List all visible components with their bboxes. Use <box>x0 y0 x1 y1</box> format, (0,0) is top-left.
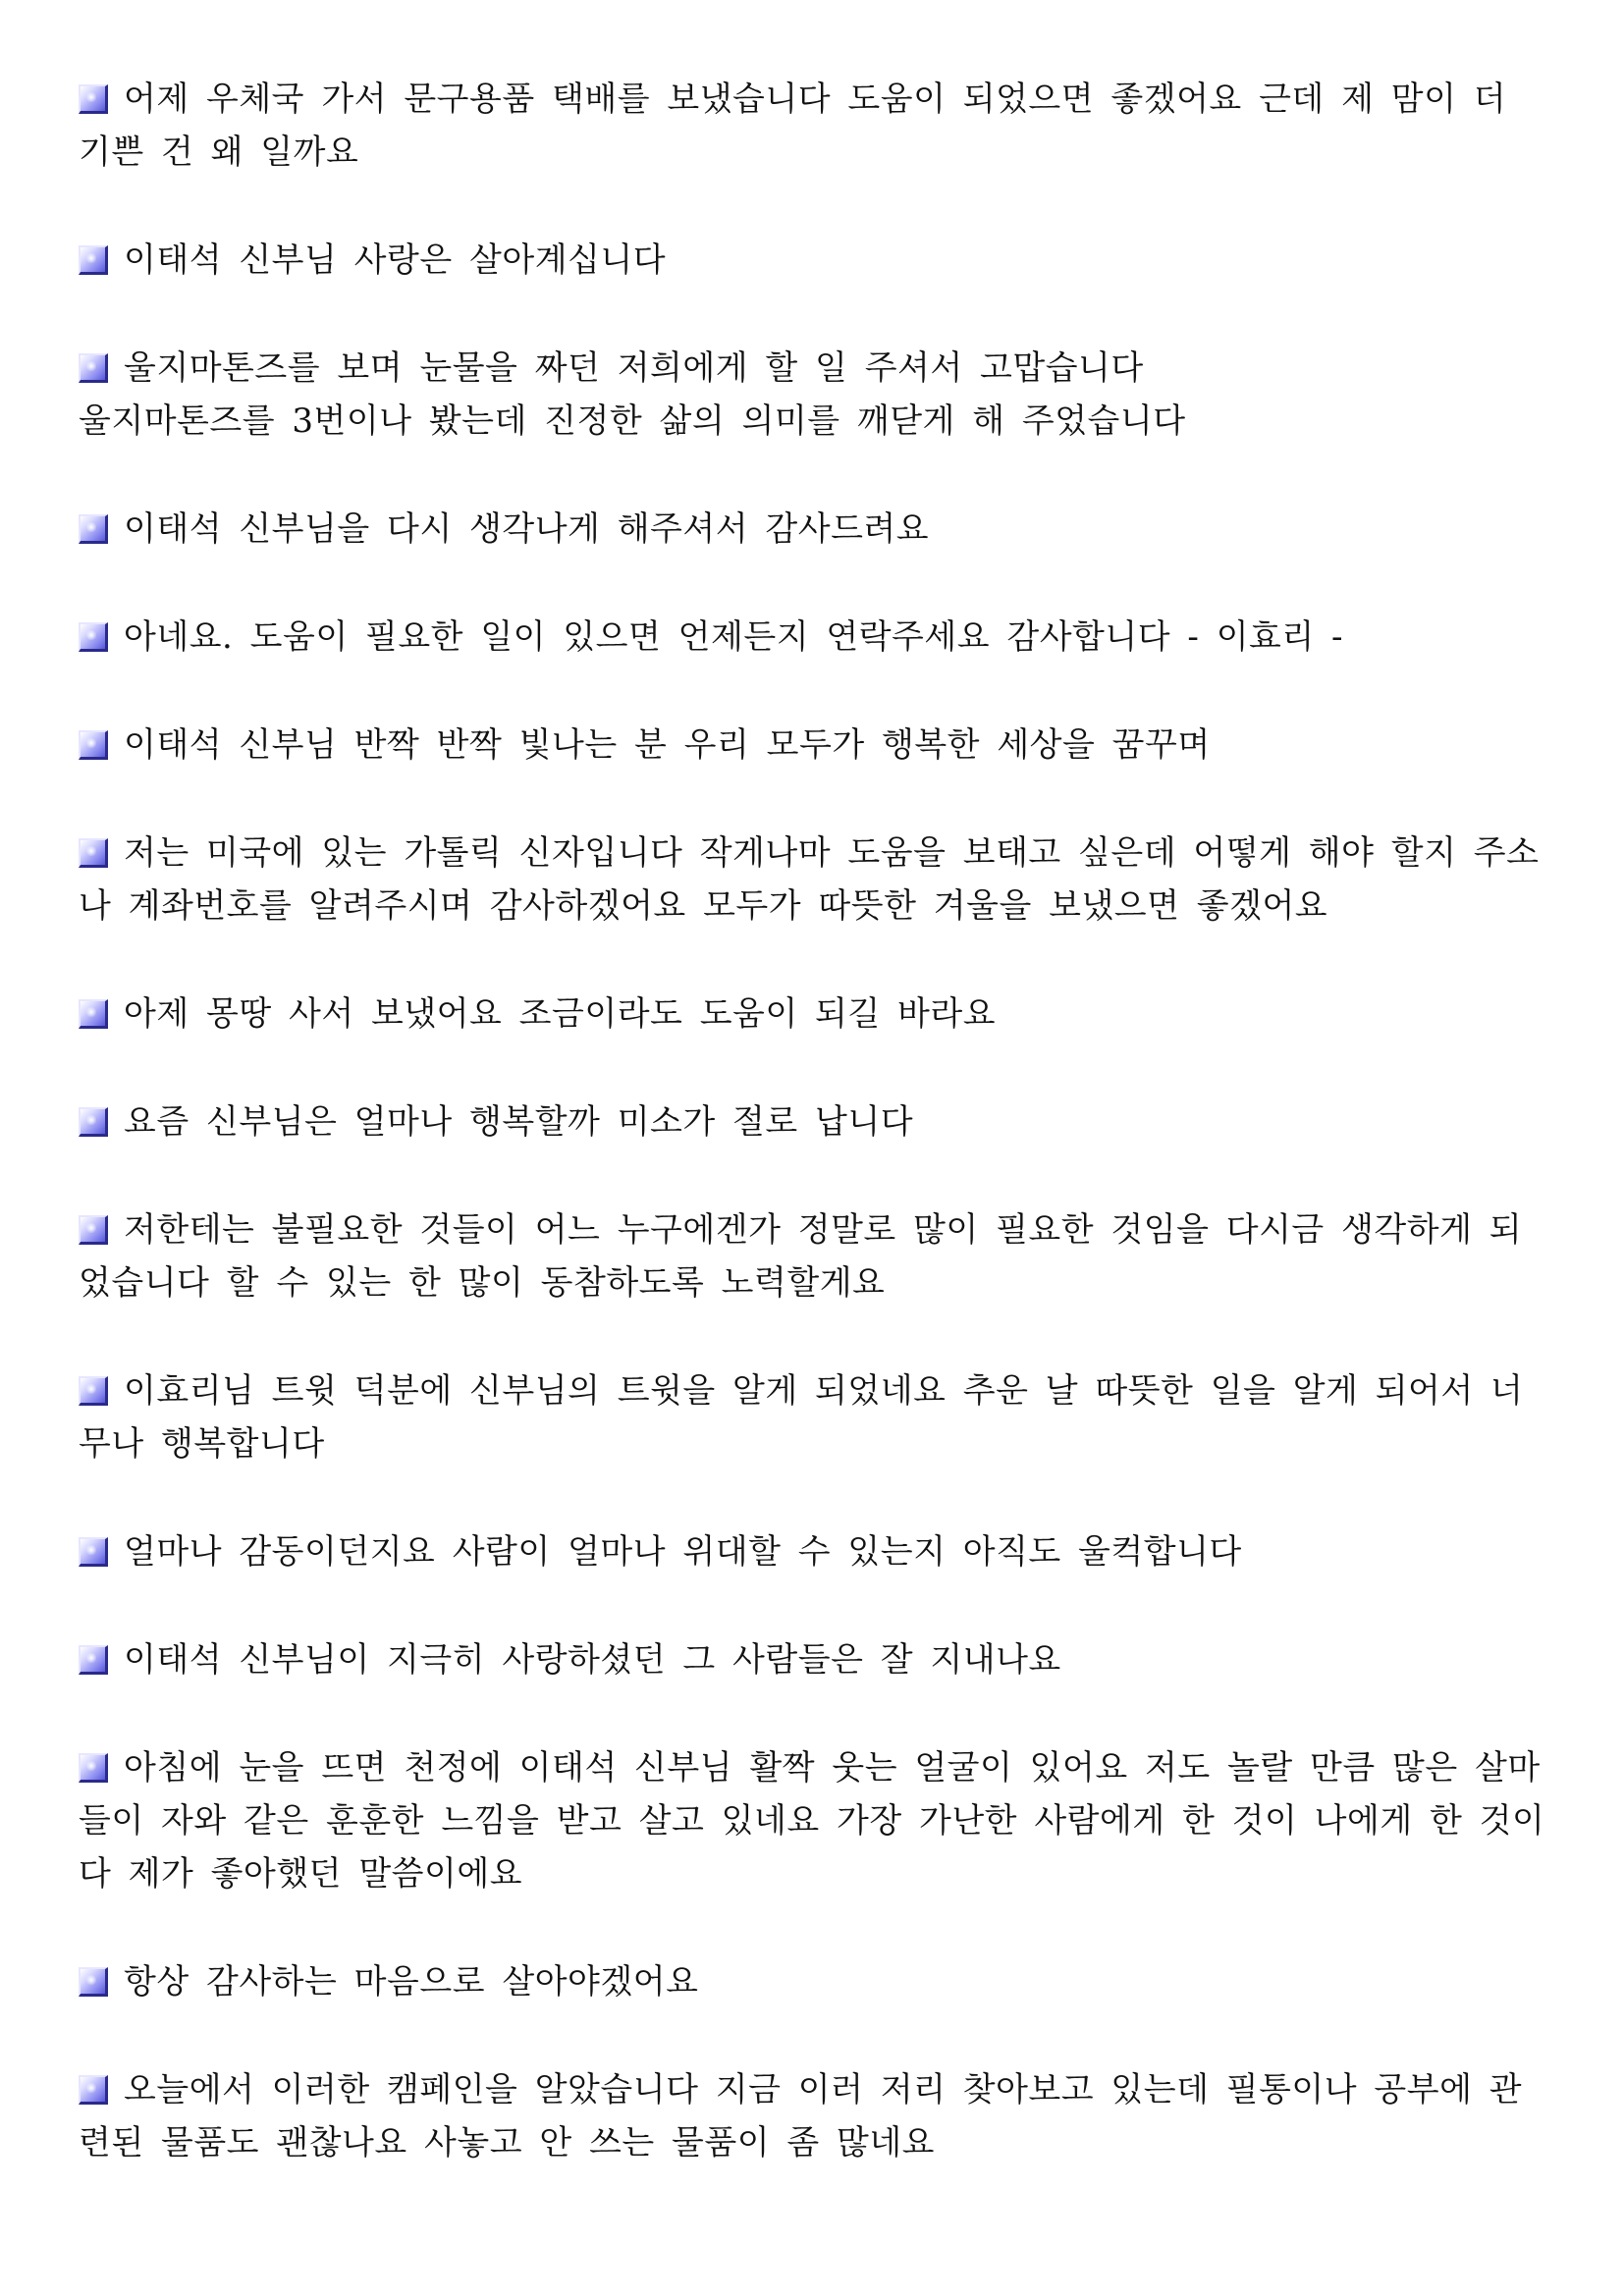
comment-line <box>79 234 1557 287</box>
comment-item <box>79 73 1557 179</box>
square-bullet-icon <box>79 2075 108 2105</box>
square-bullet-icon <box>79 1967 108 1997</box>
comment-text: 이태석 신부님이 지극히 사랑하셨던 그 사람들은 잘 지내나요 <box>124 1640 1061 1680</box>
square-bullet-icon <box>79 1753 108 1783</box>
comment-item <box>79 342 1557 448</box>
comment-line <box>79 73 1557 126</box>
comment-line: 울지마톤즈를 3번이나 봤는데 진정한 삶의 의미를 깨닫게 해 주었습니다 <box>79 401 1186 441</box>
comment-line <box>79 1095 1557 1148</box>
square-bullet-icon <box>79 1107 108 1137</box>
comment-line <box>79 719 1557 772</box>
comment-line: 무나 행복합니다 <box>79 1424 325 1464</box>
comment-item <box>79 1633 1557 1686</box>
comment-item <box>79 2063 1557 2169</box>
square-bullet-icon <box>79 1215 108 1245</box>
comment-item <box>79 827 1557 933</box>
comment-text: 아침에 눈을 뜨면 천정에 이태석 신부님 활짝 웃는 얼굴이 있어요 저도 놀랄 만큼 많은 살마 <box>124 1748 1541 1788</box>
comment-line: 나 계좌번호를 알려주시며 감사하겠어요 모두가 따뜻한 겨울을 보냈으면 좋겠어요 <box>79 886 1328 926</box>
comment-item <box>79 1095 1557 1148</box>
comment-item <box>79 988 1557 1041</box>
comment-text: 항상 감사하는 마음으로 살아야겠어요 <box>124 1962 699 2002</box>
comment-line <box>79 2063 1557 2116</box>
comment-text: 이태석 신부님 사랑은 살아계십니다 <box>124 240 667 280</box>
comment-item <box>79 1741 1557 1900</box>
comment-line <box>79 503 1557 556</box>
comment-text: 아네요. 도움이 필요한 일이 있으면 언제든지 연락주세요 감사합니다 - 이효리 - <box>124 617 1344 657</box>
comment-text: 오늘에서 이러한 캠페인을 알았습니다 지금 이러 저리 찾아보고 있는데 필통이나 공부에 관 <box>124 2070 1523 2109</box>
comment-line <box>79 988 1557 1041</box>
comment-line: 련된 물품도 괜찮나요 사놓고 안 쓰는 물품이 좀 많네요 <box>79 2123 936 2163</box>
square-bullet-icon <box>79 1376 108 1406</box>
square-bullet-icon <box>79 1537 108 1567</box>
square-bullet-icon <box>79 245 108 275</box>
comment-line <box>79 342 1557 395</box>
comment-item <box>79 503 1557 556</box>
comment-line <box>79 1525 1557 1578</box>
comment-text: 얼마나 감동이던지요 사람이 얼마나 위대할 수 있는지 아직도 울컥합니다 <box>124 1532 1242 1572</box>
comment-line <box>79 827 1557 880</box>
comment-item <box>79 611 1557 664</box>
comment-text: 아제 몽땅 사서 보냈어요 조금이라도 도움이 되길 바라요 <box>124 994 997 1034</box>
comment-text: 이태석 신부님을 다시 생각나게 해주셔서 감사드려요 <box>124 509 930 549</box>
comment-text: 저는 미국에 있는 가톨릭 신자입니다 작게나마 도움을 보태고 싶은데 어떻게 해야 할지 주소 <box>124 833 1540 873</box>
comment-line <box>79 1633 1557 1686</box>
comment-text: 울지마톤즈를 보며 눈물을 짜던 저희에게 할 일 주셔서 고맙습니다 <box>124 348 1144 388</box>
comment-text: 저한테는 불필요한 것들이 어느 누구에겐가 정말로 많이 필요한 것임을 다시금 생각하게 되 <box>124 1210 1523 1250</box>
square-bullet-icon <box>79 730 108 760</box>
comment-item <box>79 234 1557 287</box>
square-bullet-icon <box>79 1645 108 1675</box>
comment-item <box>79 1955 1557 2008</box>
comment-line: 었습니다 할 수 있는 한 많이 동참하도록 노력할게요 <box>79 1263 886 1303</box>
comment-line: 기쁜 건 왜 일까요 <box>79 133 359 172</box>
comment-line <box>79 1741 1557 1794</box>
comment-text: 이효리님 트윗 덕분에 신부님의 트윗을 알게 되었네요 추운 날 따뜻한 일을 알게 되어서 너 <box>124 1371 1524 1411</box>
comment-item <box>79 719 1557 772</box>
comment-list <box>79 0 1557 2169</box>
square-bullet-icon <box>79 84 108 114</box>
square-bullet-icon <box>79 622 108 652</box>
comment-text: 이태석 신부님 반짝 반짝 빛나는 분 우리 모두가 행복한 세상을 꿈꾸며 <box>124 725 1211 765</box>
comment-text: 어제 우체국 가서 문구용품 택배를 보냈습니다 도움이 되었으면 좋겠어요 근데 제 맘이 더 <box>124 80 1507 119</box>
comment-line: 들이 자와 같은 훈훈한 느낌을 받고 살고 있네요 가장 가난한 사람에게 한 것이 나에게 한 것이 <box>79 1801 1545 1841</box>
square-bullet-icon <box>79 353 108 383</box>
square-bullet-icon <box>79 999 108 1029</box>
square-bullet-icon <box>79 838 108 868</box>
comment-item <box>79 1525 1557 1578</box>
document-page <box>79 0 1557 2296</box>
comment-line <box>79 1203 1557 1256</box>
comment-line <box>79 1364 1557 1417</box>
comment-item <box>79 1203 1557 1309</box>
comment-item <box>79 1364 1557 1470</box>
comment-line: 다 제가 좋아했던 말씀이에요 <box>79 1854 523 1894</box>
comment-line <box>79 611 1557 664</box>
square-bullet-icon <box>79 514 108 544</box>
comment-line <box>79 1955 1557 2008</box>
comment-text: 요즘 신부님은 얼마나 행복할까 미소가 절로 납니다 <box>124 1102 914 1142</box>
